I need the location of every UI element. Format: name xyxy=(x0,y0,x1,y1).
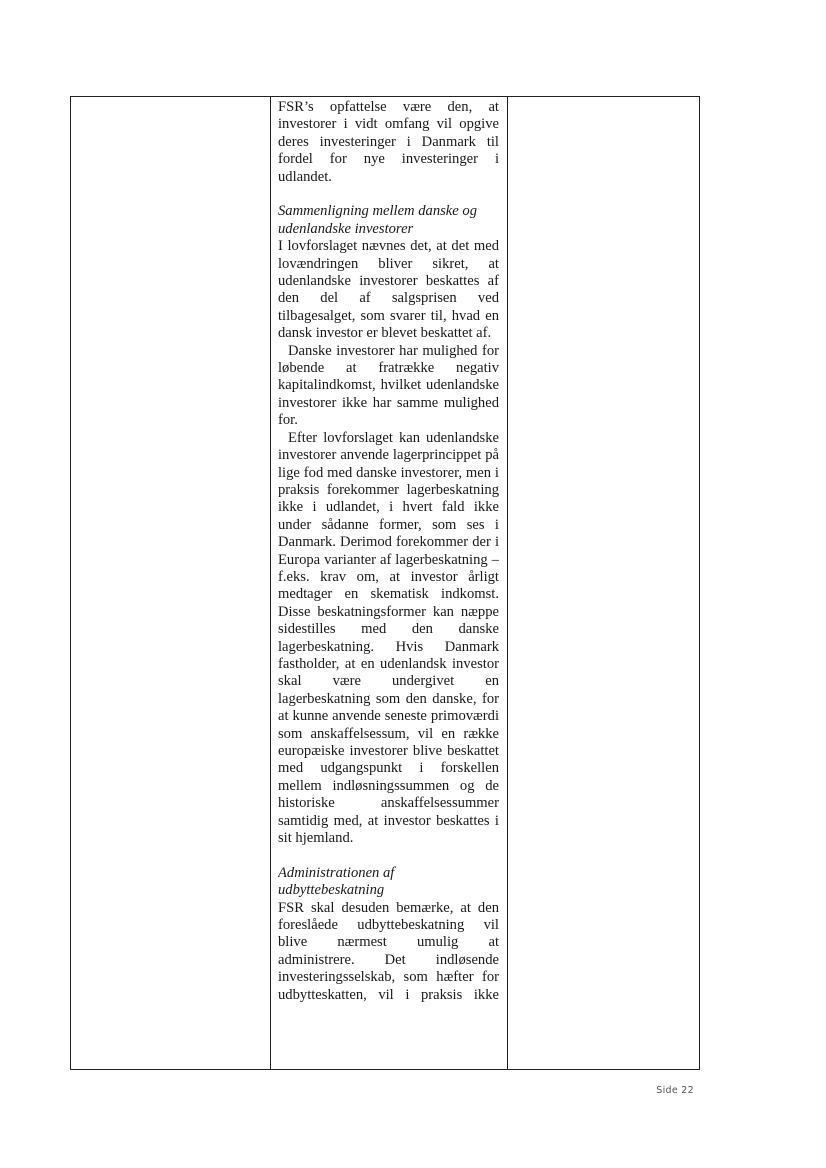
paragraph-gap xyxy=(278,847,499,864)
paragraph-danish-investors: Danske investorer har mulighed for løbende at fratrække negativ kapitalindkomst, hvilket udenlandske investorer ikke har samme mulighed for. xyxy=(278,342,499,429)
paragraph-storage-principle: Efter lovforslaget kan udenlandske investorer anvende lagerprincippet på lige fod med danske investorer, men i praksis forekommer lagerbeskatning ikke i udlandet, i hvert fald ikke under sådanne former, som ses i Danmark. Derimod forekommer der i Europa varianter af lagerbeskatning – f.eks. krav om, at investor årligt medtager en skematisk indkomst. Disse beskatningsformer kan næppe sidestilles med den danske lagerbeskatning. Hvis Danmark fastholder, at en udenlandsk investor skal være undergivet en lagerbeskatning som den danske, for at kunne anvende seneste primoværdi som anskaffelsessum, vil en række europæiske investorer blive beskattet med udgangspunkt i forskellen mellem indløsningssummen og de historiske anskaffelsessummer samtidig med, at investor beskattes i sit hjemland. xyxy=(278,429,499,847)
column-divider-left xyxy=(270,97,271,1069)
comment-table xyxy=(70,96,700,1070)
paragraph-law-proposal: I lovforslaget nævnes det, at det med lovændringen bliver sikret, at udenlandske investorer beskattes af den del af salgsprisen ved tilbagesalget, som svarer til, hvad en dansk investor er blevet beskattet af. xyxy=(278,238,499,342)
section-heading-administration: Administrationen af udbyttebeskatning xyxy=(278,864,395,899)
column-divider-right xyxy=(507,97,508,1069)
paragraph-investor-outflow: FSR’s opfattelse være den, at investorer i vidt omfang vil opgive deres investeringer i Danmark til fordel for nye investeringer i udlandet. xyxy=(278,99,499,185)
page-number: Side 22 xyxy=(656,1085,694,1096)
comment-text-column xyxy=(278,99,499,1069)
section-heading-comparison: Sammenligning mellem danske og udenlandske investorer xyxy=(278,203,478,237)
paragraph-gap xyxy=(278,186,499,203)
paragraph-dividend-tax: FSR skal desuden bemærke, at den foreslåede udbyttebeskatning vil blive nærmest umulig at administrere. Det indløsende investeringsselskab, som hæfter for udbytteskatten, vil i praksis ikke xyxy=(278,899,499,1003)
